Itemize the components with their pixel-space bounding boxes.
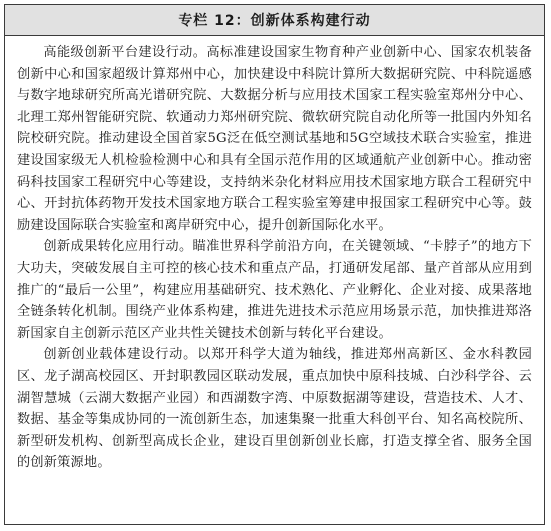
paragraph-innovation-carrier: 创新创业载体建设行动。以郑开科学大道为轴线，推进郑州高新区、金水科教园区、龙子湖高校园区、开封职教园区联动发展，重点加快中原科技城、白沙科学谷、云湖智慧城（云湖大数据产业园）和西湖数字湾、中原数据湖等建设，营造技术、人才、数据、基金等集成协同的一流创新生态，加速集聚一批重大科创平台、知名高校院所、新型研发机构、创新型高成长企业，建设百里创新创业长廊，打造支撑全省、服务全国的创新策源地。 — [17, 347, 532, 471]
paragraph-platform-construction: 高能级创新平台建设行动。高标准建设国家生物育种产业创新中心、国家农机装备创新中心和国家超级计算郑州中心，加快建设中科院计算所大数据研究院、中科院遥感与数字地球研究所高光谱研究院、大数据分析与应用技术国家工程实验室郑州分中心、北理工郑州智能研究院、软通动力郑州研究院、微软研究院自动化所等一批国内外知名院校研究院。推动建设全国首家5G泛在低空测试基地和5G空域技术联合实验室，推进建设国家级无人机检验检测中心和具有全国示范作用的区域通航产业创新中心。推动密码科技国家工程研究中心等建设，支持纳米杂化材料应用技术国家地方联合工程研究中心、开封抗体药物开发技术国家地方联合工程实验室筹建申报国家工程研究中心等。鼓励建设国际联合实验室和离岸研究中心，提升创新国际化水平。 — [17, 45, 532, 233]
feature-box — [4, 4, 545, 525]
paragraph-achievement-transformation: 创新成果转化应用行动。瞄准世界科学前沿方向，在关键领域、“卡脖子”的地方下大功夫，突破发展自主可控的核心技术和重点产品，打通研发尾部、量产首部从应用到推广的“最后一公里”，构建应用基础研究、技术熟化、产业孵化、企业对接、成果落地全链条转化机制。围绕产业体系构建，推进先进技术示范应用场景示范，加快推进郑洛新国家自主创新示范区产业共性关键技术创新与转化平台建设。 — [17, 239, 532, 341]
box-header — [5, 5, 544, 36]
box-content — [5, 36, 544, 474]
box-title: 专栏 12：创新体系构建行动 — [178, 13, 371, 29]
